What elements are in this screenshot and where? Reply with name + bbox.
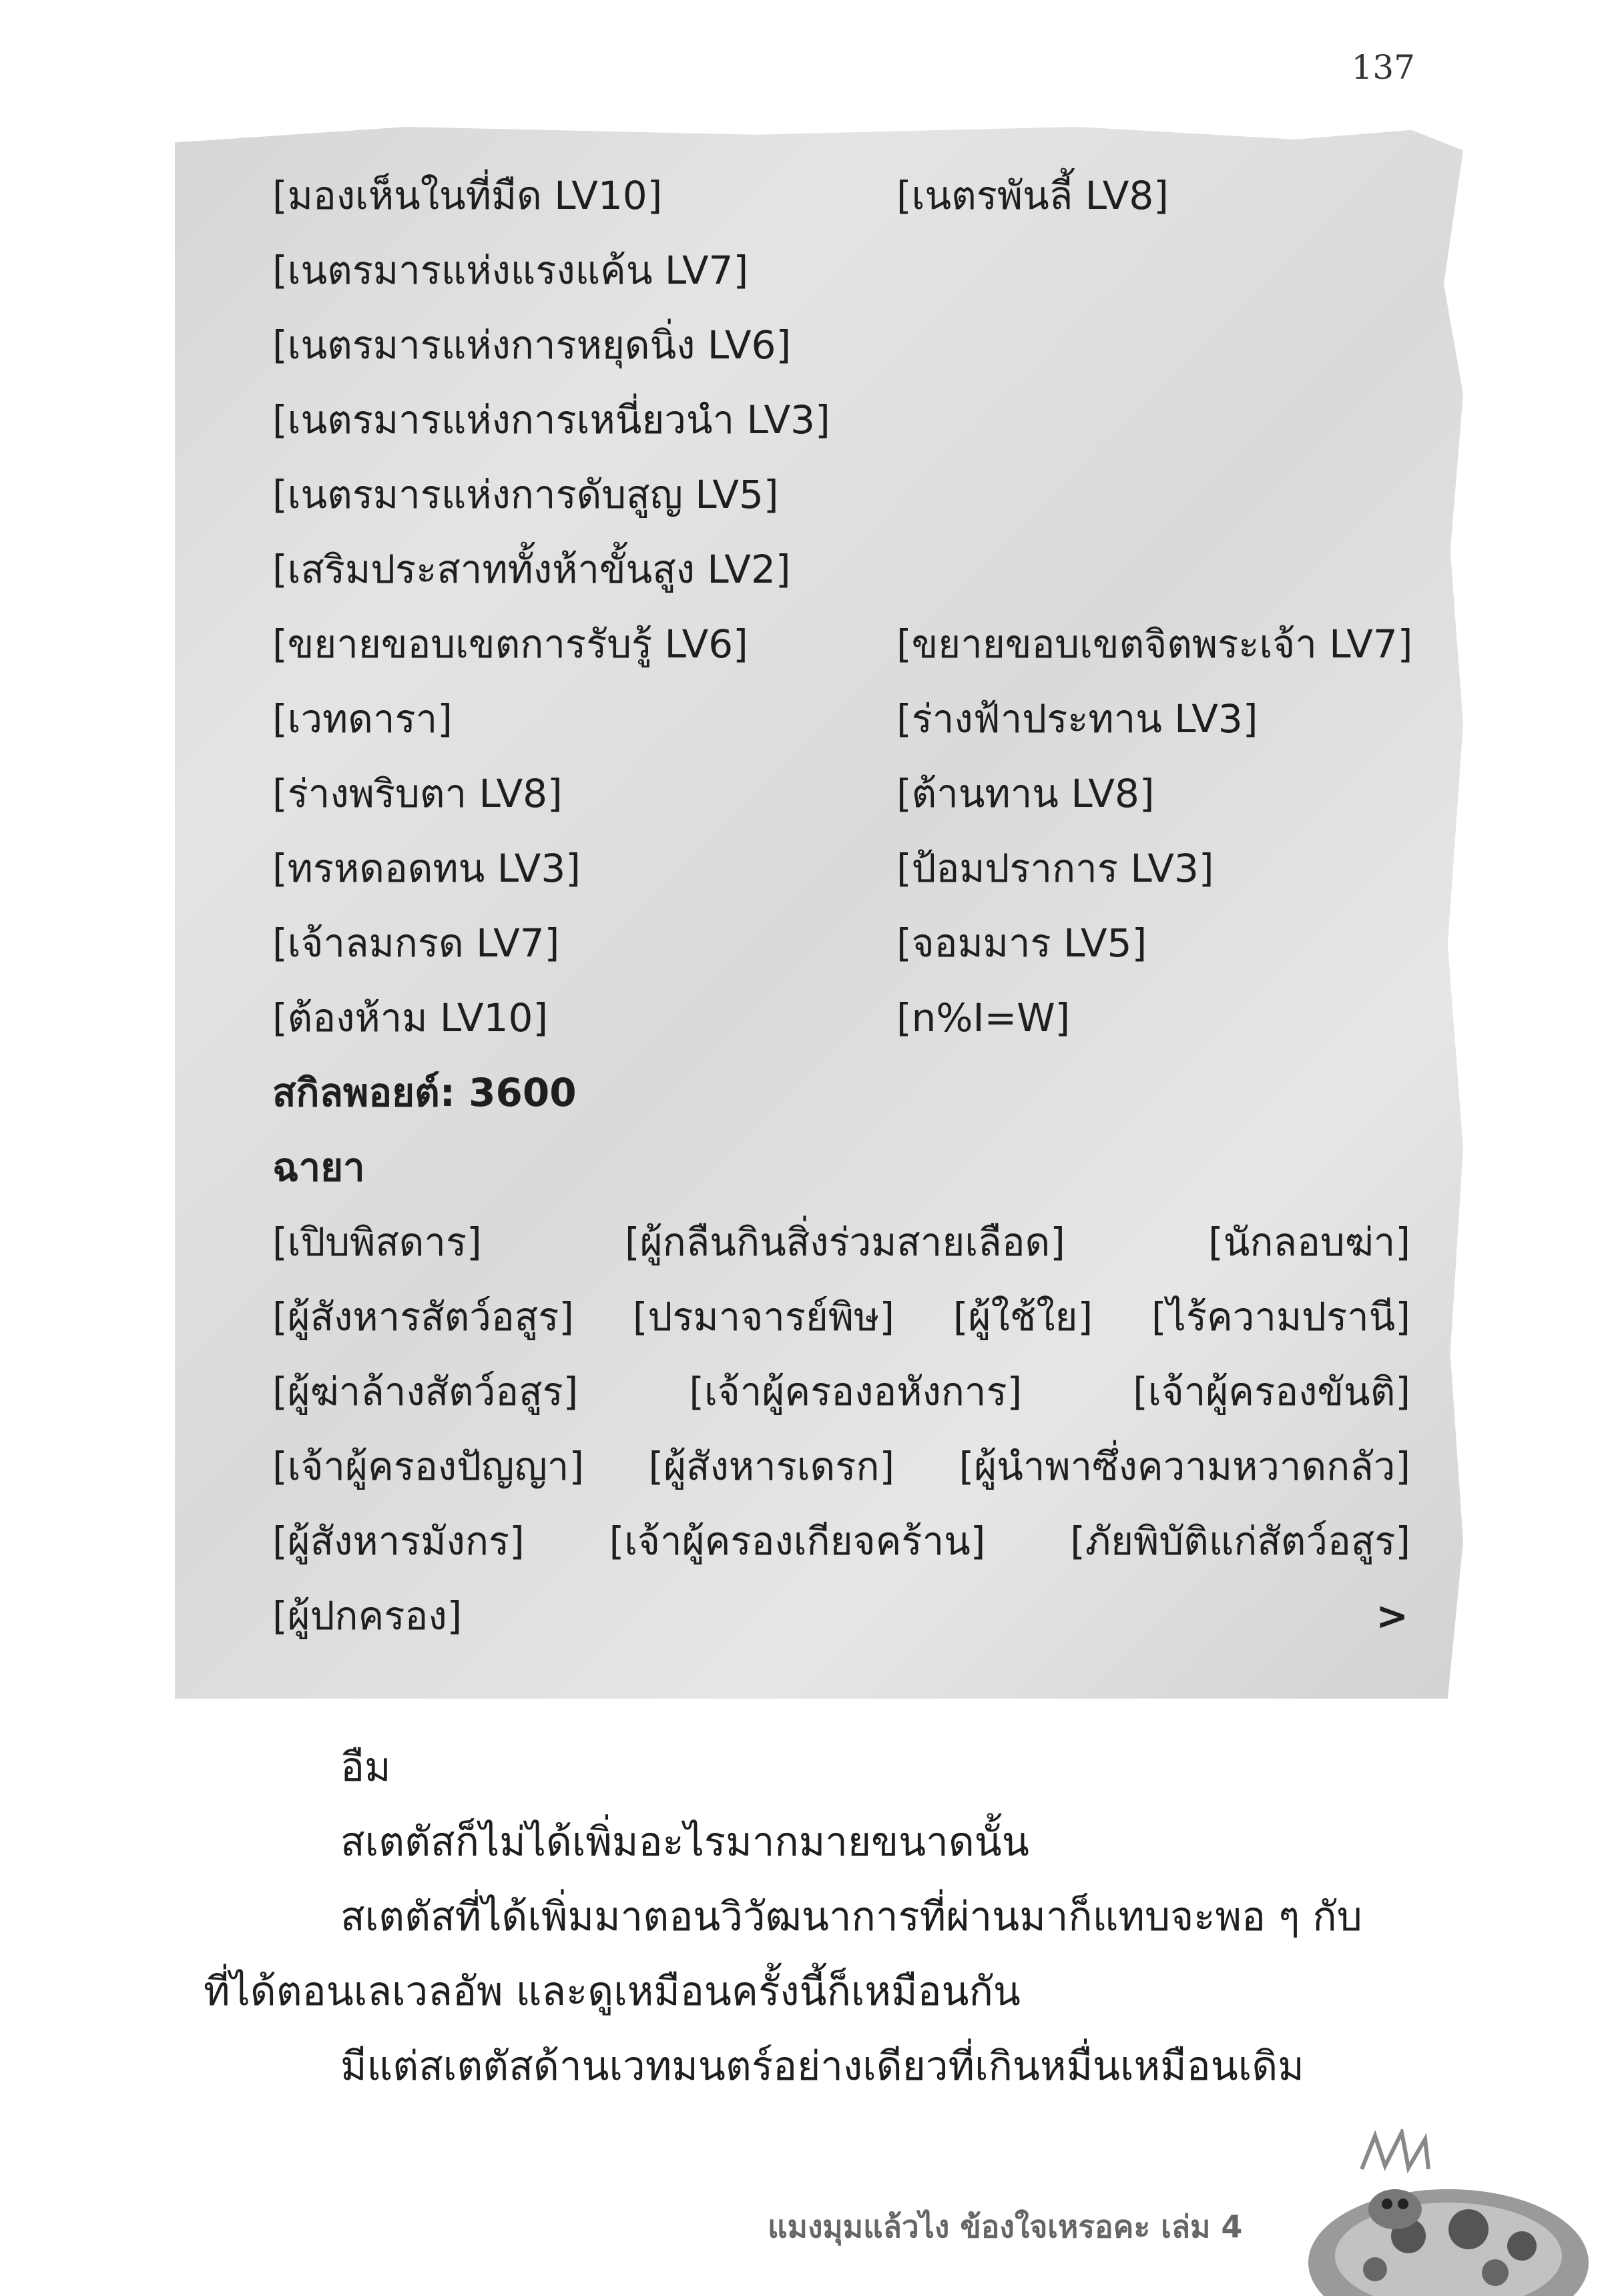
skill-row	[272, 322, 791, 368]
skill-left: [มองเห็นในที่มืด LV10]	[272, 173, 663, 218]
skill-right: [ร่างฟ้าประทาน LV3]	[896, 696, 1258, 742]
skill-left: [เวทดารา]	[272, 696, 453, 742]
skill-left: [เนตรมารแห่งการเหนี่ยวนำ LV3]	[272, 397, 830, 443]
paragraph: มีแต่สเตตัสด้านเวทมนตร์อย่างเดียวที่เกินหมื่นเหมือนเดิม	[340, 2043, 1304, 2090]
skill-right: [เนตรพันลี้ LV8]	[896, 173, 1169, 218]
skill-left: [เสริมประสาททั้งห้าขั้นสูง LV2]	[272, 547, 791, 592]
skill-row	[272, 172, 1169, 219]
skill-right: [n%I=W]	[896, 995, 1071, 1041]
title-item: [ภัยพิบัติแก่สัตว์อสูร]	[1070, 1518, 1410, 1564]
title-item: [ผู้สังหารมังกร]	[272, 1518, 525, 1564]
title-line	[272, 1219, 1410, 1265]
skill-left: [ขยายขอบเขตการรับรู้ LV6]	[272, 621, 748, 667]
page-number: 137	[1351, 48, 1415, 87]
title-item: [ผู้สังหารเดรก]	[648, 1444, 895, 1489]
title-item: [นักลอบฆ่า]	[1208, 1219, 1410, 1265]
title-item: [เจ้าผู้ครองเกียจคร้าน]	[609, 1518, 986, 1564]
skill-left: [ต้องห้าม LV10]	[272, 995, 548, 1041]
paragraph: สเตตัสก็ไม่ได้เพิ่มอะไรมากมายขนาดนั้น	[340, 1819, 1029, 1866]
title-item: [ผู้ฆ่าล้างสัตว์อสูร]	[272, 1369, 579, 1414]
skill-row	[272, 546, 791, 593]
title-item: [เปิบพิสดาร]	[272, 1219, 482, 1265]
skill-row	[272, 994, 1071, 1041]
next-arrow: >	[1376, 1593, 1408, 1639]
paragraph: ที่ได้ตอนเลเวลอัพ และดูเหมือนครั้งนี้ก็เหมือนกัน	[204, 1968, 1021, 2015]
skill-left: [ร่างพริบตา LV8]	[272, 771, 563, 816]
title-item: [ผู้สังหารสัตว์อสูร]	[272, 1294, 574, 1340]
title-item: [เจ้าผู้ครองขันติ]	[1133, 1369, 1410, 1414]
skill-row	[272, 247, 748, 294]
title-item: [ผู้ใช้ใย]	[953, 1294, 1093, 1340]
title-line	[272, 1368, 1410, 1415]
skill-points: สกิลพอยต์: 3600	[272, 1070, 577, 1115]
title-item: [ปรมาจารย์พิษ]	[632, 1294, 895, 1340]
title-item: [ผู้กลืนกินสิ่งร่วมสายเลือด]	[625, 1219, 1065, 1265]
skill-row	[272, 845, 1214, 892]
skill-row	[272, 920, 1147, 966]
titles-heading: ฉายา	[272, 1145, 365, 1190]
paragraph: อืม	[340, 1744, 391, 1791]
spider-mascot-illustration	[1295, 2129, 1589, 2296]
title-line	[272, 1593, 1410, 1639]
book-title: แมงมุมแล้วไง ข้องใจเหรอคะ เล่ม 4	[768, 2209, 1243, 2245]
skill-row	[272, 396, 830, 443]
title-line	[272, 1443, 1410, 1490]
title-item: [ผู้ปกครอง]	[272, 1593, 463, 1639]
skill-row	[272, 695, 1258, 742]
skill-left: [เจ้าลมกรด LV7]	[272, 920, 560, 966]
title-line	[272, 1518, 1410, 1564]
skill-left: [เนตรมารแห่งแรงแค้น LV7]	[272, 248, 749, 293]
title-item: [ไร้ความปรานี]	[1151, 1294, 1410, 1340]
skill-right: [ต้านทาน LV8]	[896, 771, 1155, 816]
title-item: [ผู้นำพาซึ่งความหวาดกลัว]	[959, 1444, 1410, 1489]
skill-right: [ขยายขอบเขตจิตพระเจ้า LV7]	[896, 621, 1413, 667]
paragraph: สเตตัสที่ได้เพิ่มมาตอนวิวัฒนาการที่ผ่านมาก็แทบจะพอ ๆ กับ	[340, 1894, 1362, 1940]
skill-left: [เนตรมารแห่งการหยุดนิ่ง LV6]	[272, 322, 792, 368]
skill-right: [จอมมาร LV5]	[896, 920, 1147, 966]
skill-left: [เนตรมารแห่งการดับสูญ LV5]	[272, 472, 779, 517]
skill-row	[272, 471, 779, 518]
title-item: [เจ้าผู้ครองอหังการ]	[689, 1369, 1023, 1414]
title-item: [เจ้าผู้ครองปัญญา]	[272, 1444, 584, 1489]
skill-left: [ทรหดอดทน LV3]	[272, 846, 581, 891]
skill-row	[272, 770, 1155, 817]
skill-right: [ป้อมปราการ LV3]	[896, 846, 1214, 891]
skill-row	[272, 621, 1413, 667]
title-line	[272, 1294, 1410, 1340]
